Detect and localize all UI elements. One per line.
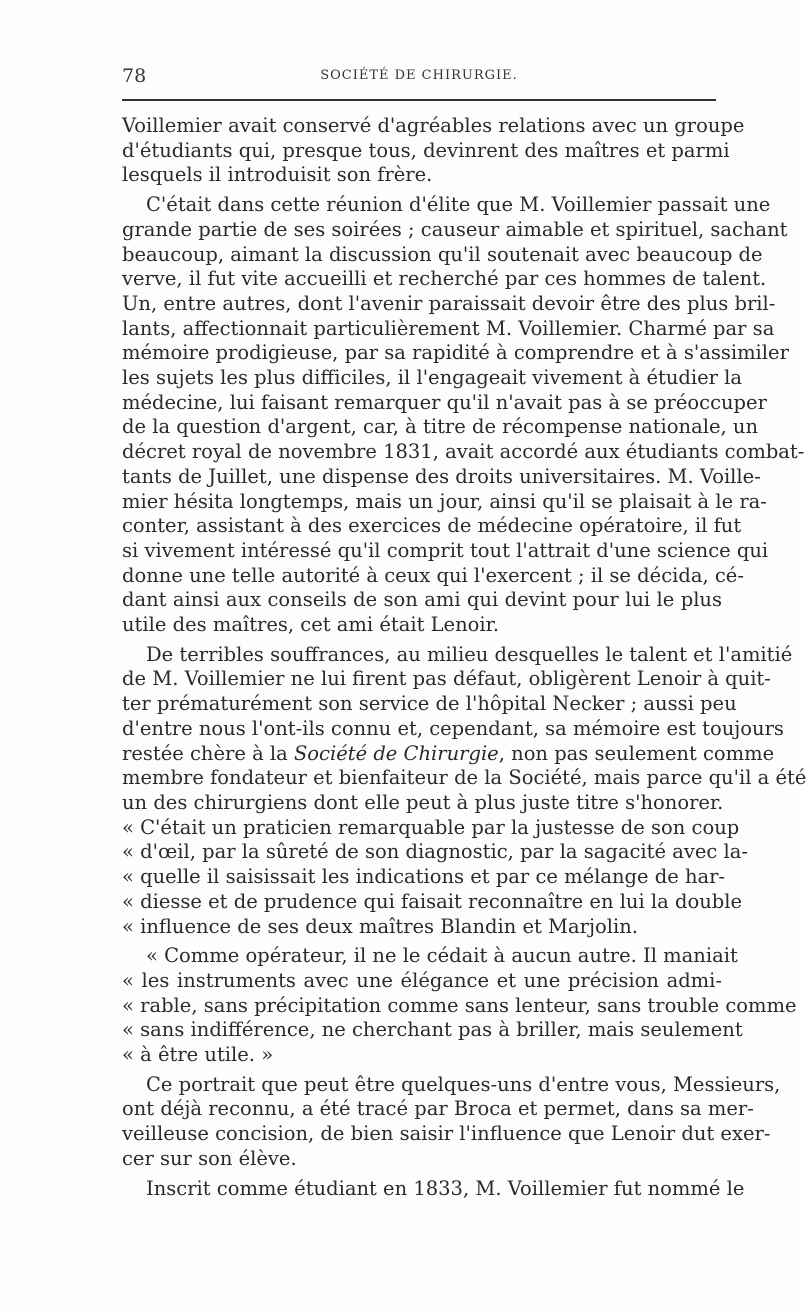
text-line: « sans indifférence, ne cherchant pas à briller, mais seulement xyxy=(122,1018,743,1042)
text-line: lants, affectionnait particulièrement M. Voillemier. Charmé par sa xyxy=(122,316,775,340)
text-line: d'entre nous l'ont-ils connu et, cependant, sa mémoire est toujours xyxy=(122,716,784,740)
text-line: « à être utile. » xyxy=(122,1043,274,1067)
paragraph-6 xyxy=(122,1176,745,1202)
text-line: Un, entre autres, dont l'avenir paraissait devoir être des plus bril- xyxy=(122,291,776,315)
body-text xyxy=(122,114,806,1206)
paragraph-5 xyxy=(122,1072,781,1172)
text-line: grande partie de ses soirées ; causeur aimable et spirituel, sachant xyxy=(122,217,788,241)
text-line: « C'était un praticien remarquable par la justesse de son coup xyxy=(122,815,740,839)
text-line: Voillemier avait conservé d'agréables relations avec un groupe xyxy=(122,114,745,137)
text-line: décret royal de novembre 1831, avait accordé aux étudiants combat- xyxy=(122,440,805,464)
paragraph-2 xyxy=(122,193,805,638)
paragraph-4 xyxy=(122,944,797,1068)
text-line: Inscrit comme étudiant en 1833, M. Voillemier fut nommé le xyxy=(146,1176,745,1200)
text-line: beaucoup, aimant la discussion qu'il soutenait avec beaucoup de xyxy=(122,242,763,266)
text-line: ter prématurément son service de l'hôpital Necker ; aussi peu xyxy=(122,692,737,716)
text-line: de la question d'argent, car, à titre de récompense nationale, un xyxy=(122,415,758,439)
text-line: C'était dans cette réunion d'élite que M. Voillemier passait une xyxy=(146,193,771,217)
text-line: membre fondateur et bienfaiteur de la Société, mais parce qu'il a été xyxy=(122,766,806,790)
text-line: De terribles souffrances, au milieu desquelles le talent et l'amitié xyxy=(146,642,793,666)
text-line: veilleuse concision, de bien saisir l'influence que Lenoir dut exer- xyxy=(122,1122,771,1146)
text-line: verve, il fut vite accueilli et recherché par ces hommes de talent. xyxy=(122,267,767,291)
text-line: tants de Juillet, une dispense des droits universitaires. M. Voille- xyxy=(122,464,761,488)
text-line: restée chère à la Société de Chirurgie, non pas seulement comme xyxy=(122,741,775,765)
text-line: conter, assistant à des exercices de médecine opératoire, il fut xyxy=(122,514,742,538)
text-line: mémoire prodigieuse, par sa rapidité à comprendre et à s'assimiler xyxy=(122,341,789,365)
text-line: utile des maîtres, cet ami était Lenoir. xyxy=(122,613,500,637)
text-line: Ce portrait que peut être quelques-uns d'entre vous, Messieurs, xyxy=(146,1072,781,1096)
text-line: cer sur son élève. xyxy=(122,1146,297,1170)
text-line: d'étudiants qui, presque tous, devinrent des maîtres et parmi xyxy=(122,138,730,162)
running-title: SOCIÉTÉ DE CHIRURGIE. xyxy=(320,68,518,83)
paragraph-3 xyxy=(122,642,806,939)
header-rule xyxy=(122,99,716,101)
text-line: ont déjà reconnu, a été tracé par Broca et permet, dans sa mer- xyxy=(122,1097,754,1121)
journal-name-italic: Société de Chirurgie xyxy=(293,741,499,765)
text-line: dant ainsi aux conseils de son ami qui devint pour lui le plus xyxy=(122,588,722,612)
text-line: « quelle il saisissait les indications et par ce mélange de har- xyxy=(122,865,726,889)
text-line: donne une telle autorité à ceux qui l'exercent ; il se décida, cé- xyxy=(122,563,744,587)
text-line: « les instruments avec une élégance et une précision admi- xyxy=(122,968,722,992)
text-line: lesquels il introduisit son frère. xyxy=(122,163,433,187)
text-line: « Comme opérateur, il ne le cédait à aucun autre. Il maniait xyxy=(146,944,738,968)
page-header xyxy=(122,64,716,88)
text-line: un des chirurgiens dont elle peut à plus juste titre s'honorer. xyxy=(122,790,724,814)
text-line: de M. Voillemier ne lui firent pas défaut, obligèrent Lenoir à quit- xyxy=(122,667,771,691)
text-line: les sujets les plus difficiles, il l'engageait vivement à étudier la xyxy=(122,366,743,390)
text-line: « rable, sans précipitation comme sans lenteur, sans trouble comme xyxy=(122,993,797,1017)
text-line: « d'œil, par la sûreté de son diagnostic, par la sagacité avec la- xyxy=(122,840,748,864)
page-number: 78 xyxy=(122,65,147,87)
text-line: si vivement intéressé qu'il comprit tout l'attrait d'une science qui xyxy=(122,538,769,562)
text-line: « influence de ses deux maîtres Blandin et Marjolin. xyxy=(122,914,638,938)
paragraph-1 xyxy=(122,114,745,188)
text-line: mier hésita longtemps, mais un jour, ainsi qu'il se plaisait à le ra- xyxy=(122,489,767,513)
text-line: « diesse et de prudence qui faisait reconnaître en lui la double xyxy=(122,889,743,913)
text-line: médecine, lui faisant remarquer qu'il n'avait pas à se préoccuper xyxy=(122,390,767,414)
